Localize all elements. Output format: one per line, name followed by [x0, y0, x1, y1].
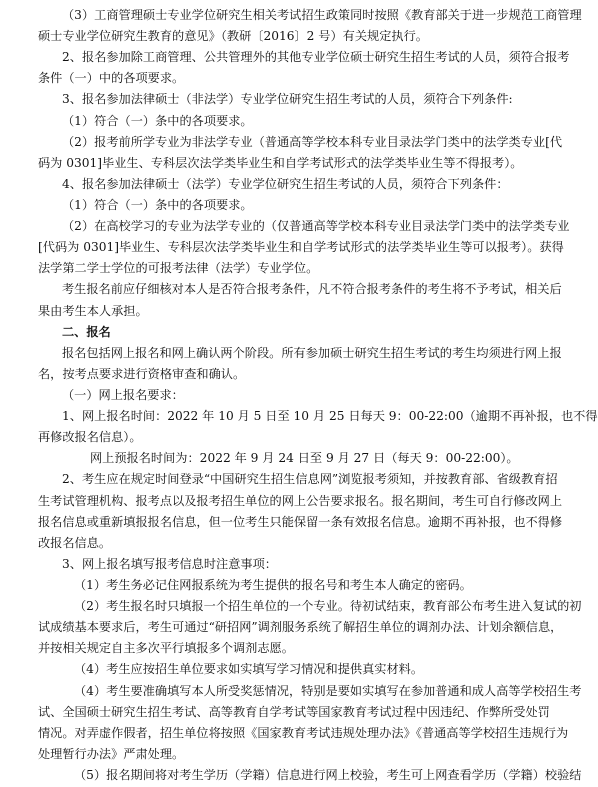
text-line: 果由考生本人承担。	[38, 304, 148, 318]
text-line: 处理暂行办法》严肃处理。	[38, 747, 185, 761]
text-line: 生考试管理机构、报考点以及报考招生单位的网上公告要求报名。报名期间，考生可自行修改网上	[38, 494, 563, 508]
text-line: （2）在高校学习的专业为法学专业的（仅普通高等学校本科专业目录法学门类中的法学类专业	[62, 219, 570, 233]
text-line: （1）符合（一）条中的各项要求。	[62, 198, 253, 212]
text-line: （4）考生要准确填写本人所受奖惩情况，特别是要如实填写在参加普通和成人高等学校招生考	[74, 684, 582, 698]
text-line: （1）考生务必记住网报系统为考生提供的报名号和考生本人确定的密码。	[74, 578, 472, 592]
text-line: 3、网上报名填写报考信息时注意事项：	[62, 557, 277, 571]
text-line: （4）考生应按招生单位要求如实填写学习情况和提供真实材料。	[74, 662, 424, 676]
section-heading: 二、报名	[62, 325, 111, 339]
text-line: 3、报名参加法律硕士（非法学）专业学位研究生招生考试的人员，须符合下列条件:	[62, 92, 513, 106]
text-line: 法学第二学士学位的可报考法律（法学）专业学位。	[38, 261, 319, 275]
text-line: 报名信息或重新填报报名信息，但一位考生只能保留一条有效报名信息。逾期不再补报，也不得修	[38, 515, 563, 529]
text-line: （2）考生报名时只填报一个招生单位的一个专业。待初试结束，教育部公布考生进入复试的初	[74, 599, 582, 613]
text-line: 情况。对弄虚作假者，招生单位将按照《国家教育考试违规处理办法》《普通高等学校招生违规行为	[38, 726, 569, 740]
text-line: 并按相关规定自主多次平行填报多个调剂志愿。	[38, 641, 294, 655]
text-line: 考生报名前应仔细核对本人是否符合报考条件，凡不符合报考条件的考生将不予考试，相关后	[62, 282, 562, 296]
subsection-heading: （一）网上报名要求：	[62, 388, 184, 402]
text-line: 硕士专业学位研究生教育的意见》（教研〔2016〕2 号）有关规定执行。	[38, 29, 428, 43]
text-line: 4、报名参加法律硕士（法学）专业学位研究生招生考试的人员，须符合下列条件：	[62, 177, 509, 191]
text-line: （5）报名期间将对考生学历（学籍）信息进行网上校验，考生可上网查看学历（学籍）校验结	[74, 768, 582, 782]
text-line: （2）报考前所学专业为非法学专业（普通高等学校本科专业目录法学门类中的法学类专业[代	[62, 135, 563, 149]
text-line: 网上预报名时间为：2022 年 9 月 24 日至 9 月 27 日（每天 9：00-22:00）。	[90, 451, 519, 465]
text-line: 2、报名参加除工商管理、公共管理外的其他专业学位硕士研究生招生考试的人员，须符合报考	[62, 50, 570, 64]
text-line: （3）工商管理硕士专业学位研究生相关考试招生政策同时按照《教育部关于进一步规范工商管理	[62, 8, 582, 22]
text-line: 报名包括网上报名和网上确认两个阶段。所有参加硕士研究生招生考试的考生均须进行网上报	[62, 346, 562, 360]
text-line: 1、网上报名时间：2022 年 10 月 5 日至 10 月 25 日每天 9：00-22:00（逾期不再补报，也不得	[62, 409, 598, 423]
text-line: 码为 0301]毕业生、专科层次法学类毕业生和自学考试形式的法学类毕业生等不得报考）。	[38, 156, 523, 170]
text-line: 再修改报名信息）。	[38, 430, 142, 444]
text-line: [代码为 0301]毕业生、专科层次法学类毕业生和自学考试形式的法学类毕业生等可以报考）。获得	[38, 240, 564, 254]
text-line: 名，按考点要求进行资格审查和确认。	[38, 367, 246, 381]
text-line: 2、考生应在规定时间登录“中国研究生招生信息网”浏览报考须知，并按教育部、省级教育招	[62, 472, 558, 486]
text-line: 试成绩基本要求后，考生可通过“研招网”调剂服务系统了解招生单位的调剂办法、计划余额信息，	[38, 620, 563, 634]
text-line: 试、全国硕士研究生招生考试、高等教育自学考试等国家教育考试过程中因违纪、作弊所受处罚	[38, 705, 550, 719]
text-line: 条件（一）中的各项要求。	[38, 71, 185, 85]
text-line: 改报名信息。	[38, 536, 112, 550]
text-line: （1）符合（一）条中的各项要求。	[62, 114, 253, 128]
